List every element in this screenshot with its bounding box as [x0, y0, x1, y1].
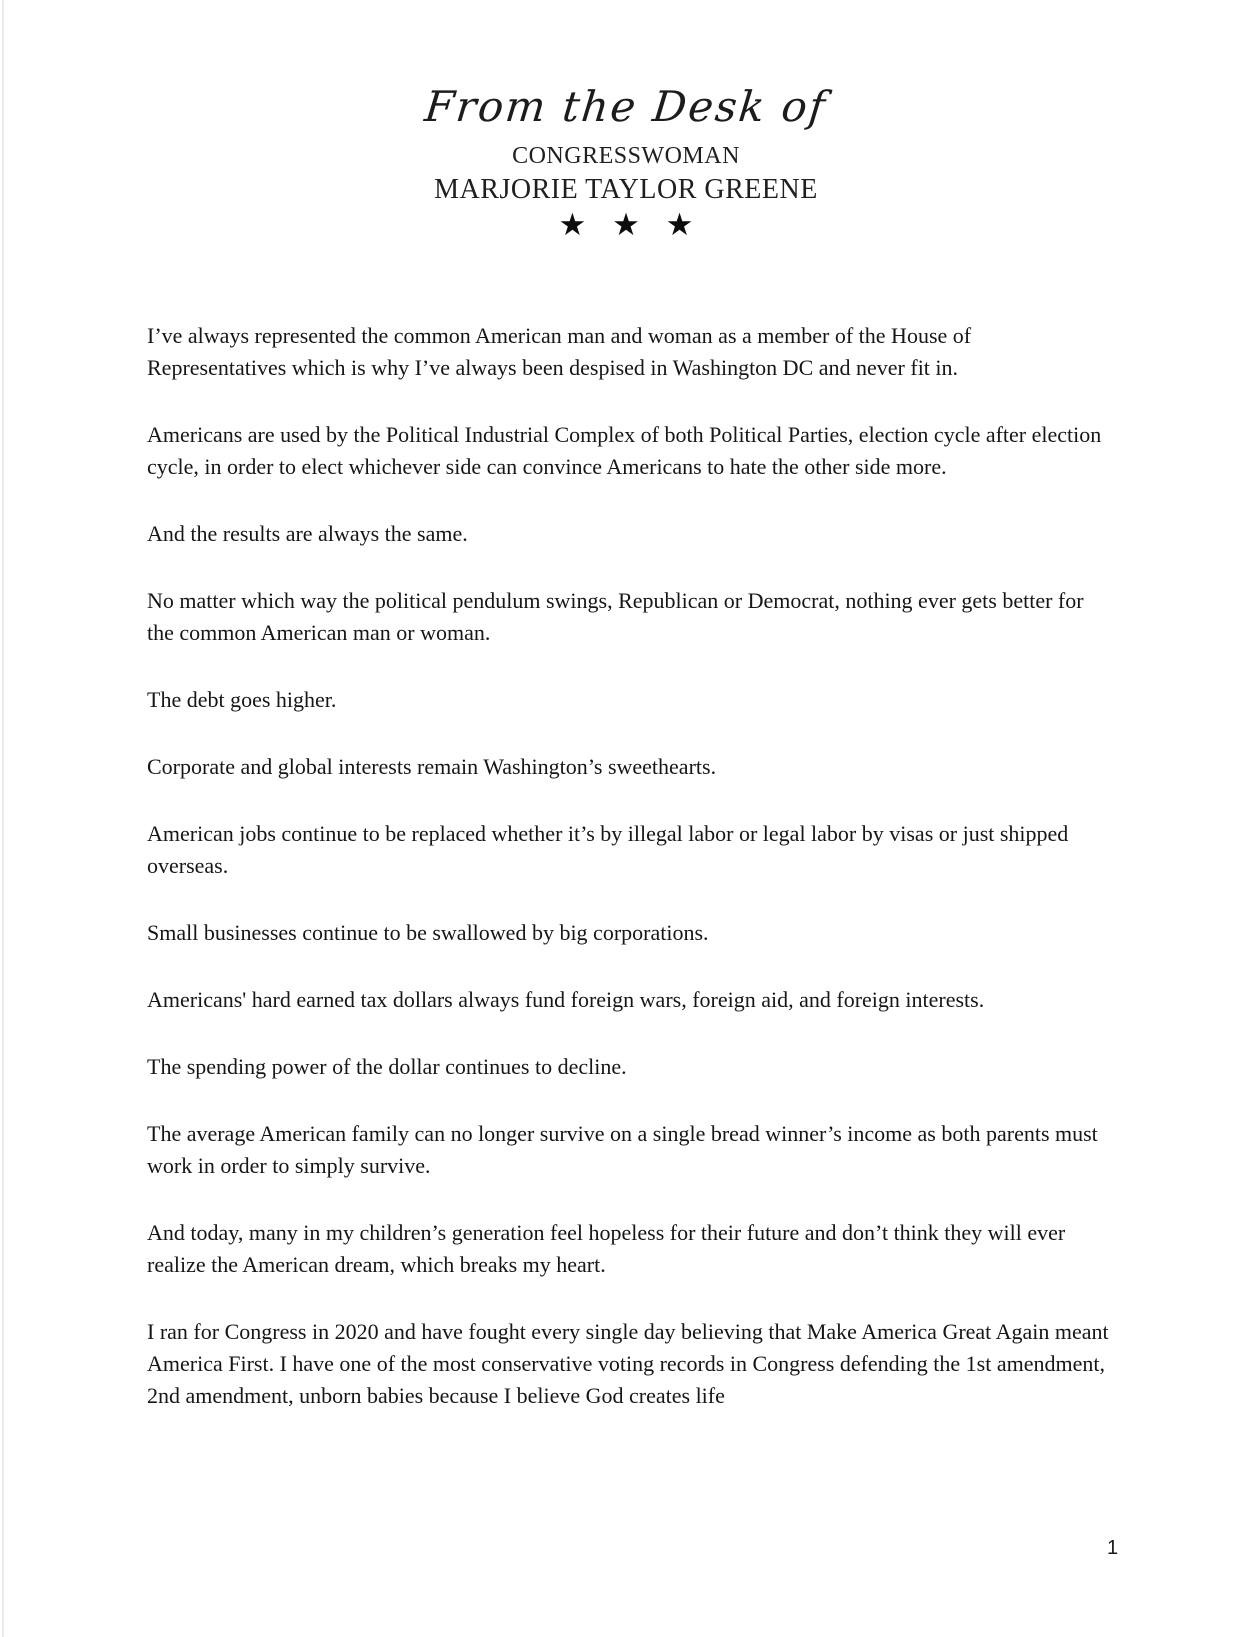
letterhead-script-line: From the Desk of	[422, 82, 830, 131]
page-number: 1	[1107, 1537, 1119, 1559]
letter-paragraph: I’ve always represented the common American man and woman as a member of the House of Representatives which is why I’ve always been despised in Washington DC and never fit in.	[147, 323, 972, 380]
letter-paragraph: The average American family can no longer survive on a single bread winner’s income as both parents must work in order to simply survive.	[147, 1121, 1098, 1178]
letterhead	[0, 0, 1252, 242]
letter-paragraph: I ran for Congress in 2020 and have fought every single day believing that Make America Great Again meant America First. I have one of the most conservative voting records in Congress defending the 1st amendment, 2nd amendment, unborn babies because I believe God creates life	[147, 1319, 1109, 1408]
star-icon: ★	[665, 207, 694, 242]
letter-paragraph: Corporate and global interests remain Washington’s sweethearts.	[147, 754, 717, 779]
letterhead-stars	[0, 208, 1252, 242]
letter-paragraph: American jobs continue to be replaced whether it’s by illegal labor or legal labor by visas or just shipped overseas.	[147, 821, 1069, 878]
letterhead-title-congresswoman: CONGRESSWOMAN	[512, 143, 740, 169]
letter-paragraph: Americans' hard earned tax dollars always fund foreign wars, foreign aid, and foreign interests.	[147, 987, 985, 1012]
star-icon: ★	[612, 207, 640, 242]
letter-paragraph: And today, many in my children’s generation feel hopeless for their future and don’t think they will ever realize the American dream, which breaks my heart.	[147, 1220, 1066, 1277]
letter-paragraph: And the results are always the same.	[147, 521, 468, 546]
letter-paragraph: No matter which way the political pendulum swings, Republican or Democrat, nothing ever gets better for the common American man or woman.	[147, 588, 1084, 645]
letter-paragraph: The spending power of the dollar continues to decline.	[147, 1054, 627, 1079]
letterhead-script-row	[0, 84, 1252, 130]
letter-paragraph: The debt goes higher.	[147, 687, 337, 712]
letter-paragraph: Americans are used by the Political Industrial Complex of both Political Parties, election cycle after election cycle, in order to elect whichever side can convince Americans to hate the other side more.	[147, 422, 1102, 479]
letterhead-name: MARJORIE TAYLOR GREENE	[434, 174, 818, 205]
letter-body	[147, 320, 1110, 1412]
star-icon: ★	[558, 207, 587, 242]
letter-paragraph: Small businesses continue to be swallowed by big corporations.	[147, 920, 709, 945]
page-edge-divider	[2, 0, 4, 1637]
